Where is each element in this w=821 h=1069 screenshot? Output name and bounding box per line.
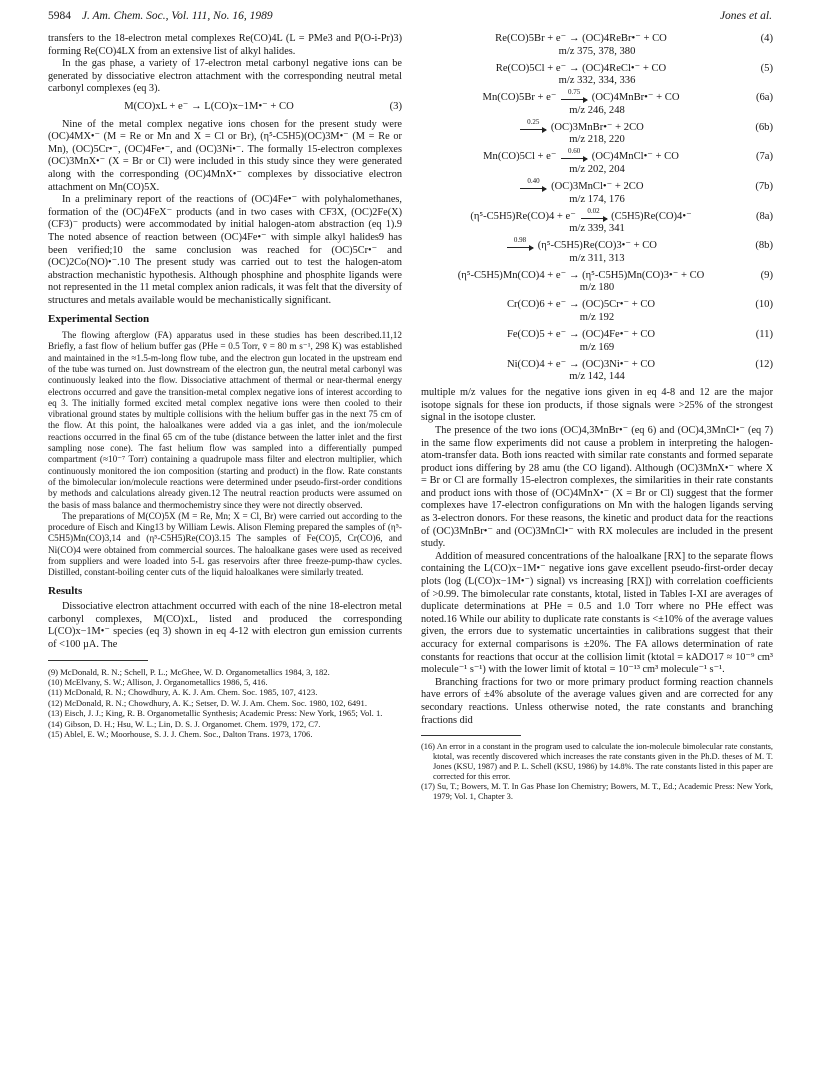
equation-lhs: Mn(CO)5Br + e⁻: [482, 92, 557, 104]
equation-body: [421, 236, 741, 253]
paragraph: Nine of the metal complex negative ions chosen for the present study were (OC)4MX•⁻ (M = Re or Mn and X = Cl or Br), (η⁵-C5H5)(OC)3M•⁻ (M = Re or Mn), (OC)5Cr•⁻, (OC)4Fe•⁻, and (OC)3Ni•⁻. The formally 15-electron complexes (OC)3MnX•⁻ (X = Br or Cl) were included in this study since they were generated along with the corresponding (OC)4MnX•⁻ complexes by dissociative electron attachment on Mn(CO)5X.: [48, 118, 402, 193]
equation-number: (7a): [755, 151, 773, 163]
equation-rhs: (OC)4ReCl•⁻ + CO: [582, 62, 667, 74]
equation-number: (8b): [755, 240, 773, 252]
mass-to-charge-values: m/z 169: [579, 341, 615, 353]
equation-number: (6a): [755, 92, 773, 104]
equation-line: [421, 206, 773, 224]
equation-line: [421, 176, 773, 194]
equation-7a: [421, 147, 773, 176]
equation-4: [421, 33, 773, 58]
equation-body: [421, 117, 741, 135]
equation-3: [48, 101, 402, 114]
footnotes-left: [48, 667, 402, 740]
mass-to-charge-values: m/z 332, 334, 336: [558, 75, 636, 87]
footnote: (10) McElvany, S. W.; Allison, J. Organometallics 1986, 5, 416.: [48, 676, 268, 687]
equation-lhs: Cr(CO)6 + e⁻ →: [506, 299, 580, 311]
branching-fraction: 0.75: [568, 88, 581, 97]
equation-rhs: (η⁵-C5H5)Mn(CO)3•⁻ + CO: [582, 269, 705, 281]
mass-to-charge-values: m/z 375, 378, 380: [558, 45, 636, 57]
equation-rhs: (OC)4Fe•⁻ + CO: [582, 328, 656, 340]
page-number: 5984: [48, 10, 71, 22]
paragraph: In the gas phase, a variety of 17-electron metal carbonyl negative ions can be generated by dissociative electron attachment with the corresponding neutral metal carbonyl complexes (eq 3).: [48, 58, 402, 95]
equation-number: (4): [760, 33, 773, 44]
equation-8b: [421, 236, 773, 265]
equation-number: (8a): [755, 210, 773, 222]
paragraph: The flowing afterglow (FA) apparatus used in these studies has been described.11,12 Briefly, a fast flow of helium buffer gas (PHe = 0.5 Torr, v̄ = 80 m s⁻¹, 298 K) was established and maintained in the ≈1.5-m-long flow tube, and the electron gun located in the upstream end of the tube was turned on. Just downstream of the electron gun, the neutral metal carbonyl was continuously leaked into the flow. Dissociative attachment of thermal or near-thermal energy electrons occurred and gave the transition-metal complex negative ions of interest according to eq 3. The initially formed excited metal complex negative ions were then cooled to their vibrational ground states by multiple collisions with the helium buffer gas in the next 75 cm of the flow. At this point, the haloalkanes were added via a gas inlet, and the ion/molecule reactions occurred in the final 65 cm of the tube (distance between the latter inlet and the first sampling nose cone). The fast helium flow was sampled into a differentially pumped compartment (≈10⁻⁷ Torr) containing a quadrupole mass filter and electron multiplier, which continuously monitored the ion composition (starting and product) in the flow. Rate constants of the bimolecular ion/molecule reactions were determined under pseudo-first-order conditions by methods and calculations already given.12 The neutral reaction products were assumed on the basis of mass balance and thermochemistry since they were not directly observed.: [48, 330, 402, 510]
paragraph: The preparations of M(CO)5X (M = Re, Mn; X = Cl, Br) were carried out according to the procedure of Eisch and King13 by William Lewis. Alison Fleming prepared the samples of (η⁵-C5H5)Mn(CO)3,14 and (η⁵-C5H5)Re(CO)3.15 The samples of Fe(CO)5, Cr(CO)6, and Ni(CO)4 were obtained from commercial sources. The haloalkane gases were used as received from suppliers and were loaded into 5-L gas reservoirs after three freeze-pump-thaw cycles. Distilled, constant-boiling center cuts of the liquid haloalkanes were similarly treated.: [48, 510, 402, 578]
equation-number: (3): [389, 100, 402, 112]
equation-line: [421, 117, 773, 135]
right-column: [421, 33, 773, 802]
section-heading-results: Results: [48, 584, 83, 597]
equation-lhs: Fe(CO)5 + e⁻ →: [506, 328, 580, 340]
mass-to-charge-values: m/z 180: [579, 282, 615, 294]
equation-9: [421, 270, 773, 295]
equation-lhs: Re(CO)5Br + e⁻ →: [495, 33, 580, 44]
section-heading-experimental: Experimental Section: [48, 313, 150, 326]
equation-number: (7b): [755, 180, 773, 192]
equation-number: (12): [755, 358, 773, 370]
footnote: (11) McDonald, R. N.; Chowdhury, A. K. J. Am. Chem. Soc. 1985, 107, 4123.: [48, 687, 318, 698]
paragraph: The presence of the two ions (OC)4,3MnBr•⁻ (eq 6) and (OC)4,3MnCl•⁻ (eq 7) in the same flow experiments did not cause a problem in interpreting the halogen-atom-transfer data. Both ions reacted with similar rate constants and formed separate product ions differing by 28 amu (the CO ligand). Although (OC)3MnX•⁻ where X = Br or Cl are formally 15-electron complexes, the similarities in their rate constants and product ions with those of (OC)4MnX•⁻ (X = Br or Cl) suggest that the former complexes have 17-electron configurations on Mn with the halogen ligands serving as 3-electron donors. For these reasons, the kinetic and product data for the reactions of (OC)3MnBr•⁻ and (OC)3MnCl•⁻ with RX molecules are included in the present study.: [421, 424, 773, 550]
mass-to-charge-values: m/z 246, 248: [569, 104, 625, 116]
equation-text: M(CO)xL + e⁻ → L(CO)x−1M•⁻ + CO: [124, 100, 294, 112]
left-column: [48, 33, 402, 739]
equation-line: [421, 329, 773, 342]
equation-body: [421, 206, 741, 224]
equation-number: (10): [755, 299, 773, 311]
equation-number: (9): [760, 269, 773, 281]
equation-10: [421, 299, 773, 324]
paragraph: Addition of measured concentrations of the haloalkane [RX] to the separate flows containing the L(CO)x−1M•⁻ negative ions gave excellent pseudo-first-order decay plots (log (L(CO)x−1M•⁻) signal) vs increasing [RX]) with correlation coefficients of >0.99. The bimolecular rate constants, ktotal, listed in Tables I-XI are averages of duplicate determinations at PHe = 0.5 and 1.0 Torr where no PHe effect was noted.16 While our ability to duplicate rate constants is <±10% of the average values given, the errors due to systematic uncertainties in calibrations suggest that their accuracy for external comparisons is ±20%. The FA allows determination of rate constants for reactions that occur at the collision limit (ktotal = kADO17 ≈ 10⁻⁹ cm³ molecule⁻¹ s⁻¹) with the lower limit of ktotal = 10⁻¹³ cm³ molecule⁻¹ s⁻¹.: [421, 550, 773, 676]
equation-line: [421, 88, 773, 105]
branching-fraction: 0.02: [587, 206, 600, 215]
mass-to-charge-values: m/z 142, 144: [569, 371, 625, 383]
footnote: (17) Su, T.; Bowers, M. T. In Gas Phase Ion Chemistry; Bowers, M. T., Ed.; Academic Press: New York, 1979; Vol. 1, Chapter 3.: [421, 782, 773, 802]
reaction-arrow-icon: [561, 88, 587, 100]
reaction-arrow-icon: [507, 236, 533, 248]
equation-line: [421, 299, 773, 312]
equation-line: [421, 63, 773, 76]
equation-rhs: (OC)3MnCl•⁻ + 2CO: [551, 180, 644, 192]
equation-number: (5): [760, 62, 773, 74]
equation-8a: [421, 206, 773, 236]
equation-body: [421, 299, 741, 312]
equation-body: [421, 270, 741, 283]
equation-5: [421, 63, 773, 88]
paragraph: Dissociative electron attachment occurred with each of the nine 18-electron metal carbonyl complexes, M(CO)xL, listed and produced the corresponding L(CO)x−1M•⁻ species (eq 3) shown in eq 4-12 with electron gun emission currents of <100 µA. The: [48, 601, 402, 650]
branching-fraction: 0.60: [568, 147, 581, 156]
paragraph: multiple m/z values for the negative ions given in eq 4-8 and 12 are the major isotope signals for these ion products, if those signals were >25% of the strongest signal in the isotope cluster.: [421, 387, 773, 424]
equation-rhs: (C5H5)Re(CO)4•⁻: [611, 210, 692, 222]
equation-lhs: Re(CO)5Cl + e⁻ →: [495, 62, 580, 74]
mass-to-charge-values: m/z 218, 220: [569, 134, 625, 146]
equation-rhs: (OC)3MnBr•⁻ + 2CO: [550, 121, 644, 133]
equation-body: [421, 33, 741, 46]
paragraph: In a preliminary report of the reactions of (OC)4Fe•⁻ with polyhalomethanes, formation of the (OC)4FeX⁻ products (and in two cases with CF3X, (OC)2Fe(X)(CF3)⁻ products) were accommodated by initial halogen-atom abstraction (eq 1).9 The noted absence of reaction between (OC)4Fe•⁻ with simple alkyl halides9 has been verified;10 the same conclusion was reached for (OC)5Cr•⁻ and (OC)2Co(NO)•⁻.10 The present study was carried out to test the halogen-atom abstraction mechanistic hypothesis. Although phosphine and phosphite ligands were not represented in the 11 metal complex anion radicals, it was felt that the diversity of structures and metals available would be mechanistically significant.: [48, 194, 402, 306]
mass-to-charge-values: m/z 192: [579, 311, 615, 323]
mass-to-charge-values: m/z 202, 204: [569, 163, 625, 175]
branching-fraction: 0.98: [513, 236, 527, 245]
equation-12: [421, 359, 773, 384]
footnote: (13) Eisch, J. J.; King, R. B. Organometallic Synthesis; Academic Press: New York, 1965; Vol. 1.: [48, 708, 383, 719]
equation-7b: [421, 176, 773, 206]
equation-body: [421, 147, 741, 164]
equation-number: (6b): [755, 121, 773, 133]
reaction-arrow-icon: [581, 206, 607, 219]
footnote-rule: [48, 660, 148, 661]
equation-body: [421, 63, 741, 76]
footnote: (9) McDonald, R. N.; Schell, P. L.; McGhee, W. D. Organometallics 1984, 3, 182.: [48, 666, 330, 677]
equation-body: [421, 359, 741, 372]
equation-6a: [421, 88, 773, 117]
mass-to-charge-values: m/z 311, 313: [569, 252, 625, 264]
footnotes-right: [421, 742, 773, 802]
equation-rhs: (OC)4MnCl•⁻ + CO: [591, 151, 679, 163]
equation-line: [421, 359, 773, 372]
footnote: (14) Gibson, D. H.; Hsu, W. L.; Lin, D. S. J. Organomet. Chem. 1979, 172, C7.: [48, 718, 321, 729]
equation-line: [421, 147, 773, 164]
reaction-arrow-icon: [520, 117, 546, 130]
equation-lhs: (η⁵-C5H5)Mn(CO)4 + e⁻ →: [457, 269, 580, 281]
running-header: [48, 10, 772, 26]
equation-line: [421, 33, 773, 46]
branching-fraction: 0.40: [527, 176, 540, 185]
equation-lhs: (η⁵-C5H5)Re(CO)4 + e⁻: [470, 210, 576, 222]
equation-lhs: Mn(CO)5Cl + e⁻: [483, 151, 557, 163]
mass-to-charge-values: m/z 339, 341: [569, 223, 625, 235]
footnote: (12) McDonald, R. N.; Chowdhury, A. K.; Setser, D. W. J. Am. Chem. Soc. 1980, 102, 6491.: [48, 697, 367, 708]
equation-body: [421, 329, 741, 342]
equation-11: [421, 329, 773, 354]
equation-rhs: (η⁵-C5H5)Re(CO)3•⁻ + CO: [537, 240, 657, 252]
paragraph: transfers to the 18-electron metal complexes Re(CO)4L (L = PMe3 and P(O-i-Pr)3) forming Re(CO)4LX from an extensive list of alkyl halides.: [48, 33, 402, 57]
equation-line: [421, 270, 773, 283]
footnote: (16) An error in a constant in the program used to calculate the ion-molecule bimolecular rate constants, ktotal, was recently discovered which increases the rate constants given in the Ph.D. theses of M. T. Jones (KSU, 1987) and P. L. Schell (KSU, 1986) by 14.8%. The rate constants listed in this paper are corrected for this error.: [421, 742, 773, 782]
equation-lhs: Ni(CO)4 + e⁻ →: [506, 358, 580, 370]
footnote-rule: [421, 735, 521, 736]
equation-list: [421, 33, 773, 383]
equation-number: (11): [755, 328, 773, 340]
equation-rhs: (OC)5Cr•⁻ + CO: [582, 299, 656, 311]
equation-rhs: (OC)3Ni•⁻ + CO: [582, 358, 656, 370]
equation-body: [421, 176, 741, 194]
running-authors: Jones et al.: [719, 10, 772, 22]
reaction-arrow-icon: [520, 176, 546, 189]
paragraph: Branching fractions for two or more primary product forming reaction channels have errors of ±4% absolute of the average values given and are corrected for any secondary reactions. Unless otherwise noted, the rate constants and branching fractions did: [421, 676, 773, 726]
equation-rhs: (OC)4MnBr•⁻ + CO: [591, 92, 680, 104]
journal-citation: J. Am. Chem. Soc., Vol. 111, No. 16, 1989: [81, 10, 273, 22]
footnote: (15) Ablel, E. W.; Moorhouse, S. J. J. Chem. Soc., Dalton Trans. 1973, 1706.: [48, 729, 313, 739]
equation-rhs: (OC)4ReBr•⁻ + CO: [582, 33, 667, 44]
equation-body: [421, 88, 741, 105]
equation-line: [421, 236, 773, 253]
branching-fraction: 0.25: [527, 117, 540, 126]
mass-to-charge-values: m/z 174, 176: [569, 193, 625, 205]
equation-6b: [421, 117, 773, 147]
reaction-arrow-icon: [561, 147, 587, 159]
